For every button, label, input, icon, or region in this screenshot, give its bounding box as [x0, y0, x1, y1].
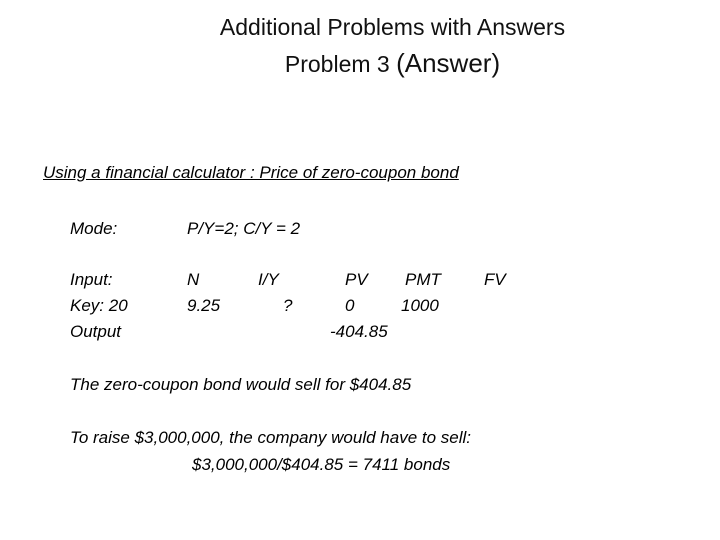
slide-title-line1: Additional Problems with Answers	[219, 14, 566, 40]
key-iy-value: ?	[283, 296, 293, 315]
mode-value: P/Y=2; C/Y = 2	[187, 219, 301, 238]
slide-title-line2	[100, 48, 685, 79]
key-n-value: 9.25	[187, 296, 221, 315]
key-pv-label: PV	[345, 270, 368, 289]
key-pmt-label: PMT	[405, 270, 441, 289]
key-pv-value: 0	[345, 296, 355, 315]
result-sentence: The zero-coupon bond would sell for $404.85	[70, 375, 412, 394]
key-pmt-value: 1000	[401, 296, 439, 315]
title-problem: Problem 3	[284, 51, 390, 77]
raise-sentence-line1: To raise $3,000,000, the company would have to sell:	[70, 428, 472, 447]
title-answer: (Answer)	[396, 48, 501, 78]
key-iy-label: I/Y	[258, 270, 279, 289]
row-label-input: Input:	[70, 270, 113, 289]
key-fv-label: FV	[484, 270, 506, 289]
mode-label: Mode:	[70, 219, 118, 238]
row-label-output: Output	[70, 322, 122, 341]
key-pv-output: -404.85	[330, 322, 388, 341]
row-label-key: Key: 20	[70, 296, 128, 315]
key-n-label: N	[187, 270, 200, 289]
raise-sentence-line2: $3,000,000/$404.85 = 7411 bonds	[192, 455, 451, 474]
section-heading: Using a financial calculator : Price of zero-coupon bond	[43, 163, 459, 182]
